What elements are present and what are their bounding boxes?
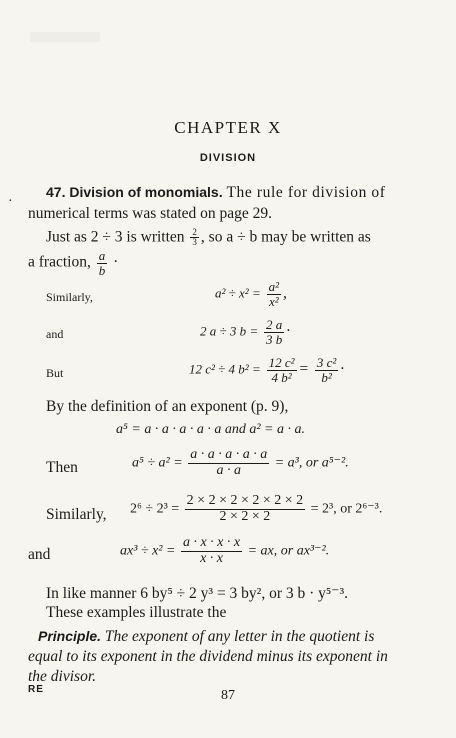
fraction-numerator: 12 c² <box>268 355 295 370</box>
fraction-numerator: 2 a <box>266 317 283 332</box>
paragraph-text: The rule for division of <box>226 184 386 201</box>
fraction-numerator: a² <box>268 279 280 294</box>
page-number: 87 <box>221 688 235 703</box>
principle-line1 <box>38 628 374 646</box>
similarly-equation <box>130 494 382 524</box>
fraction-numerator: 2 × 2 × 2 × 2 × 2 × 2 <box>186 493 304 508</box>
equation-fraction <box>188 448 269 478</box>
punctuation: · <box>340 360 345 378</box>
just-as-line1 <box>46 228 371 248</box>
fraction-denominator: 3 <box>192 237 197 248</box>
fraction-a-over-b <box>97 249 108 277</box>
punctuation: , <box>283 284 287 302</box>
fraction-numerator: a <box>98 248 106 263</box>
fraction-denominator: a · a <box>216 462 241 478</box>
example-equation <box>200 318 290 346</box>
fraction-denominator: x² <box>268 293 279 309</box>
equals-sign: = <box>298 360 309 378</box>
punctuation: · <box>113 253 119 271</box>
equation-fraction <box>267 356 297 384</box>
definition-text: By the definition of an exponent (p. 9), <box>46 398 289 415</box>
similarly-label: Similarly, <box>46 506 107 523</box>
equation-fraction <box>264 318 284 346</box>
example-label: But <box>46 366 64 380</box>
equation-result: = 2³, or 2⁶⁻³. <box>310 501 383 517</box>
then-label: Then <box>46 459 78 476</box>
page-smudge <box>30 32 100 42</box>
fraction-denominator: 2 × 2 × 2 <box>219 508 271 524</box>
paragraph-47-line1 <box>46 184 386 202</box>
section-heading: Division of monomials. <box>69 184 223 200</box>
fraction-numerator: 3 c² <box>316 355 337 370</box>
examples-illustrate: These examples illustrate the <box>46 604 227 621</box>
and-equation <box>120 536 329 566</box>
section-title: DIVISION <box>199 152 257 164</box>
equation-lhs: 2⁶ ÷ 2³ = <box>130 501 180 517</box>
equation-result: = a³, or a⁵⁻². <box>274 455 349 471</box>
principle-line2: equal to its exponent in the dividend minus its exponent in <box>28 648 388 665</box>
fraction-text: a fraction, <box>28 253 91 271</box>
paragraph-47-line2: numerical terms was stated on page 29. <box>28 205 273 222</box>
fraction-numerator: a · x · x · x <box>182 535 241 550</box>
equation-fraction <box>181 536 242 566</box>
equation-lhs: a⁵ ÷ a² = <box>132 455 183 471</box>
chapter-heading: CHAPTER X <box>174 118 282 137</box>
then-equation <box>132 448 349 478</box>
punctuation: · <box>286 322 291 340</box>
principle-line3: the divisor. <box>28 668 97 685</box>
signature-mark: RE <box>28 684 44 695</box>
in-like-manner: In like manner 6 by⁵ ÷ 2 y³ = 3 by², or 3 b · y⁵⁻³. <box>46 585 349 602</box>
equation-result: = ax, or ax³⁻². <box>247 543 330 559</box>
fraction-denominator: 3 b <box>266 331 283 347</box>
example-equation <box>215 280 287 308</box>
equation-lhs: 12 c² ÷ 4 b² = <box>189 361 261 377</box>
section-number: 47. <box>46 184 66 200</box>
just-as-text: Just as 2 ÷ 3 is written <box>46 228 185 246</box>
equation-lhs: ax³ ÷ x² = <box>120 543 176 559</box>
equation-lhs: a² ÷ x² = <box>215 285 261 301</box>
equation-fraction <box>267 280 281 308</box>
equation-fraction <box>185 494 305 524</box>
fraction-numerator: 2 <box>192 227 197 237</box>
fraction-denominator: b² <box>321 369 332 385</box>
equation-lhs: 2 a ÷ 3 b = <box>200 323 259 339</box>
fraction-denominator: 4 b² <box>271 369 292 385</box>
example-label: Similarly, <box>46 290 93 304</box>
principle-label: Principle. <box>38 628 102 644</box>
just-as-line2 <box>28 249 118 277</box>
principle-text: The exponent of any letter in the quotient is <box>104 628 375 645</box>
fraction-two-thirds <box>190 228 199 248</box>
example-label: and <box>46 327 64 341</box>
just-as-text-2: , so a ÷ b may be written as <box>200 228 371 246</box>
definition-equation: a⁵ = a · a · a · a · a and a² = a · a. <box>116 422 305 437</box>
and-label: and <box>28 546 51 563</box>
fraction-numerator: a · a · a · a · a <box>190 447 268 462</box>
margin-dot: · <box>8 194 13 209</box>
example-equation <box>189 356 344 384</box>
fraction-denominator: b <box>98 262 106 278</box>
fraction-denominator: x · x <box>200 550 223 566</box>
equation-fraction <box>315 356 338 384</box>
